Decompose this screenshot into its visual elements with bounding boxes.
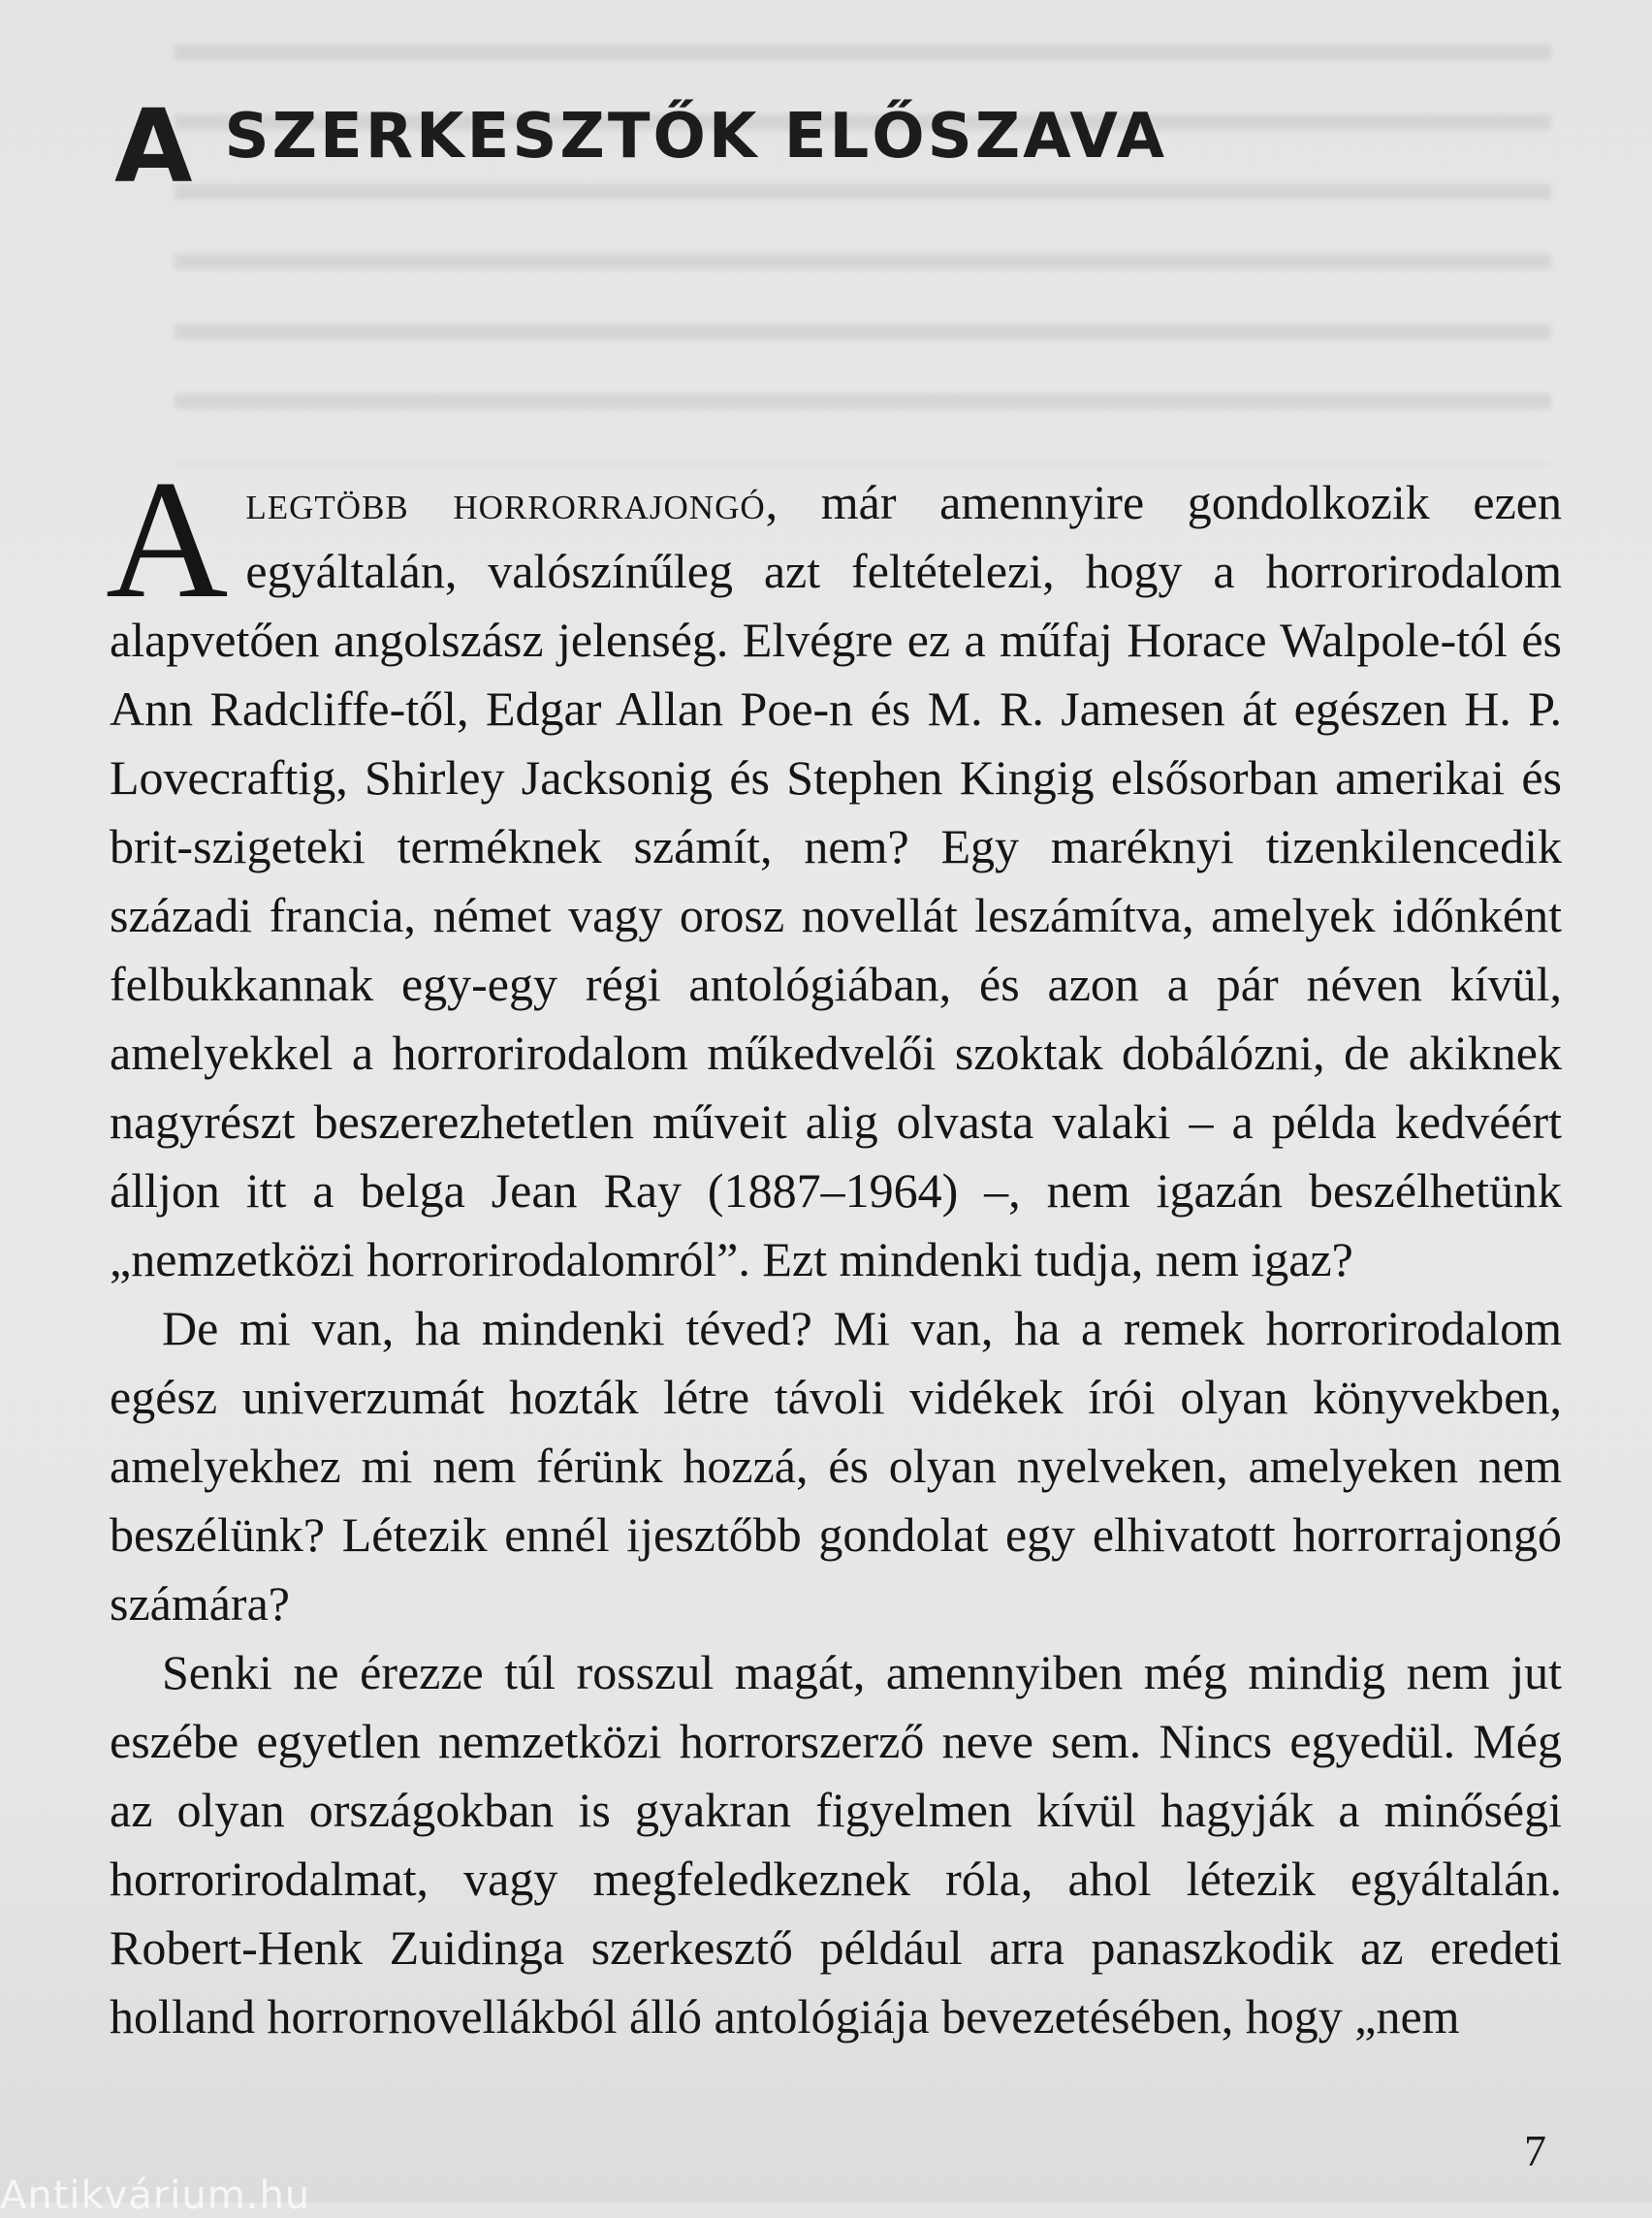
- body-text: [106, 445, 1562, 2051]
- paragraph-1-text: , már amennyire gondolkozik ezen egyáltalán, valószínűleg azt feltételezi, hogy a horrorirodalom alapvetően angolszász jelenség. Elvégre ez a műfaj Horace Walpole-tól és Ann Radcliffe-től, Edgar Allan Poe-n és M. R. Jamesen át egészen H. P. Lovecraftig, Shirley Jacksonig és Stephen Kingig elsősorban amerikai és brit-szigeteki terméknek számít, nem? Egy maréknyi tizenkilencedik századi francia, német vagy orosz novellát leszámítva, amelyek időnként felbukkannak egy-egy régi antológiában, és azon a pár néven kívül, amelyekkel a horrorirodalom műkedvelői szoktak dobálózni, de akiknek nagyrészt beszerezhetetlen műveit alig olvasta valaki – a példa kedvéért álljon itt a belga Jean Ray (1887–1964) –, nem igazán beszélhetünk „nemzetközi horrorirodalomról”. Ezt mindenki tudja, nem igaz?: [110, 475, 1562, 1286]
- bleed-through-texture: [175, 0, 1551, 465]
- paragraph-1: [106, 445, 1562, 1294]
- page-number: 7: [1524, 2126, 1546, 2175]
- heading-initial: A: [114, 87, 196, 206]
- watermark-text: Antikvárium.hu: [0, 2173, 311, 2218]
- chapter-heading: [114, 87, 1278, 206]
- opening-smallcaps: legtöbb horrorrajongó: [245, 475, 766, 529]
- heading-title: SZERKESZTŐK ELŐSZAVA: [224, 101, 1168, 173]
- paragraph-3: Senki ne érezze túl rosszul magát, amennyiben még mindig nem jut eszébe egyetlen nemzetközi horrorszerző neve sem. Nincs egyedül. Még az olyan országokban is gyakran figyelmen kívül hagyják a minőségi horrorirodalmat, vagy megfeledkeznek róla, ahol létezik egyáltalán. Robert-Henk Zuidinga szerkesztő például arra panaszkodik az eredeti holland horrornovellákból álló antológiája bevezetésében, hogy „nem: [110, 1645, 1562, 2044]
- paragraph-2: De mi van, ha mindenki téved? Mi van, ha a remek horrorirodalom egész univerzumát hozták létre távoli vidékek írói olyan könyvekben, amelyekhez mi nem férünk hozzá, és olyan nyelveken, amelyeken nem beszélünk? Létezik ennél ijesztőbb gondolat egy elhivatott horrorrajongó számára?: [110, 1301, 1562, 1631]
- drop-cap: A: [106, 445, 229, 633]
